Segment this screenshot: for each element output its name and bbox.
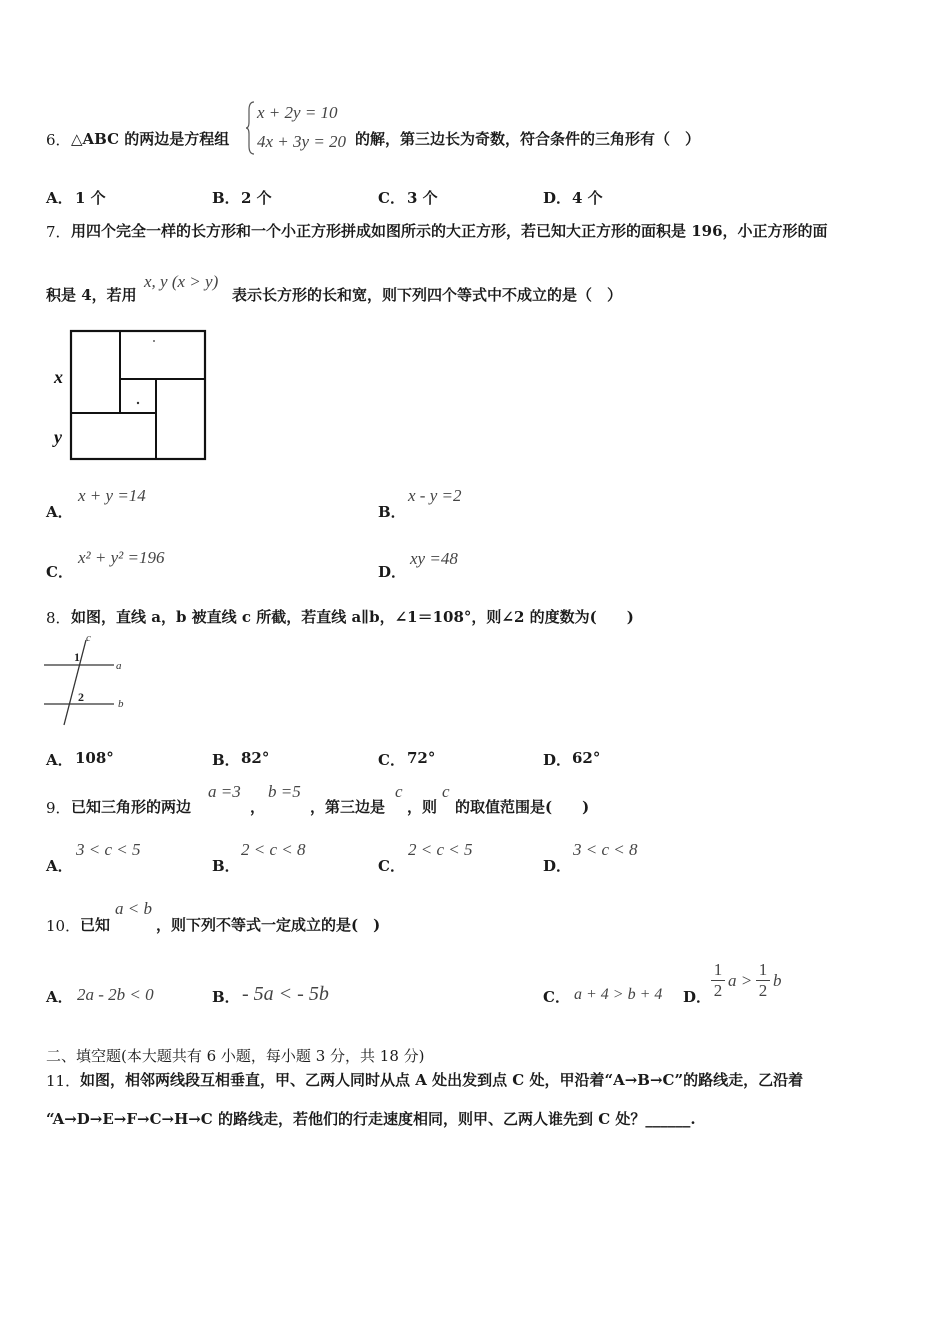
- q10-option-d-end: b: [773, 971, 782, 990]
- q6-option-a-label: A．: [46, 189, 73, 207]
- q9-stem-part4: 的取值范围是( ): [455, 798, 590, 816]
- q8-label-a: a: [116, 660, 122, 672]
- q9-option-c: 2 < c < 5: [408, 840, 473, 859]
- q9-number: 9．: [46, 799, 71, 817]
- q7-option-c-label: C．: [46, 563, 73, 581]
- q9-stem-part2: ，第三边是: [310, 798, 386, 816]
- q7-option-a: x + y =14: [78, 486, 146, 505]
- q6-stem-part2: 的解，第三边长为奇数，符合条件的三角形有（ ）: [355, 130, 701, 148]
- q9-stem-part3: ，则: [407, 798, 438, 816]
- q7-stem-line1: 用四个完全一样的长方形和一个小正方形拼成如图所示的大正方形，若已知大正方形的面积是 196，小正方形的面: [71, 222, 828, 240]
- q10-option-d-middle: a >: [728, 971, 753, 990]
- q8-stem: 如图，直线 a，b 被直线 c 所截，若直线 a∥b，∠1＝108°，则∠2 的度数为( ): [71, 608, 634, 626]
- q10-option-d-frac2-num: 1: [758, 960, 768, 979]
- q6-equation-1: x + 2y = 10: [257, 103, 338, 122]
- q7-option-b: x - y =2: [408, 486, 462, 505]
- q8-label-b: b: [118, 698, 124, 710]
- q9-math-c1: c: [395, 782, 403, 801]
- q11-stem-line1: 如图，相邻两线段互相垂直，甲、乙两人同时从点 A 处出发到点 C 处，甲沿着“A→B→C”的路线走，乙沿着: [80, 1071, 804, 1089]
- q10-option-c-label: C．: [543, 988, 570, 1006]
- q6-stem-part1: △ABC 的两边是方程组: [71, 130, 230, 148]
- q8-label-angle2: 2: [78, 690, 84, 704]
- q7-stem-line2-part2: 表示长方形的长和宽，则下列四个等式中不成立的是（ ）: [232, 286, 623, 304]
- q6-option-c: 3 个: [407, 189, 438, 207]
- q10-option-d-fraction-2: [756, 960, 770, 1001]
- q9-separator: ，: [250, 798, 266, 816]
- q10-stem-part1: 已知: [80, 916, 111, 934]
- q9-math-c2: c: [442, 782, 450, 801]
- q10-option-c: a + 4 > b + 4: [574, 986, 663, 1003]
- q8-option-c-label: C．: [378, 751, 405, 769]
- q11-stem-line2: “A→D→E→F→C→H→C 的路线走，若他们的行走速度相同，则甲、乙两人谁先到 C 处？______.: [46, 1110, 696, 1128]
- q7-stem-line2-part1: 积是 4，若用: [46, 286, 137, 304]
- q6-option-b-label: B．: [212, 189, 240, 207]
- q9-option-a-label: A．: [46, 857, 73, 875]
- q11-number: 11．: [46, 1072, 81, 1090]
- q7-figure-label-x: x: [54, 367, 63, 387]
- q9-math-a: a =3: [208, 782, 241, 801]
- q6-option-b: 2 个: [241, 189, 272, 207]
- q7-math-xy: x, y (x > y): [144, 272, 219, 291]
- q8-option-a: 108°: [75, 749, 114, 767]
- q8-option-d: 62°: [572, 749, 601, 767]
- q8-label-c: c: [86, 632, 91, 644]
- q7-number: 7．: [46, 223, 71, 241]
- q10-option-b-label: B．: [212, 988, 240, 1006]
- q10-stem-part2: ，则下列不等式一定成立的是( ): [156, 916, 381, 934]
- q9-option-a: 3 < c < 5: [76, 840, 141, 859]
- q8-number: 8．: [46, 609, 71, 627]
- q6-equation-2: 4x + 3y = 20: [257, 132, 347, 151]
- q9-option-b: 2 < c < 8: [241, 840, 306, 859]
- q9-option-d-label: D．: [543, 857, 572, 875]
- q6-option-c-label: C．: [378, 189, 405, 207]
- q8-option-a-label: A．: [46, 751, 73, 769]
- q10-option-d-frac2-den: 2: [756, 980, 770, 1001]
- q10-option-d-fraction-1: [711, 960, 725, 1001]
- q7-option-d-label: D．: [378, 563, 407, 581]
- q6-number: 6．: [46, 131, 71, 149]
- q10-option-a-label: A．: [46, 988, 73, 1006]
- q8-figure: [44, 632, 134, 728]
- q7-option-a-label: A．: [46, 503, 73, 521]
- section2-title: 二、填空题(本大题共有 6 小题，每小题 3 分，共 18 分): [46, 1047, 425, 1065]
- q6-system-brace: [246, 100, 256, 156]
- q7-option-b-label: B．: [378, 503, 406, 521]
- q9-option-b-label: B．: [212, 857, 240, 875]
- q8-option-b: 82°: [241, 749, 270, 767]
- q10-math: a < b: [115, 899, 152, 918]
- q6-option-d: 4 个: [572, 189, 603, 207]
- q7-figure-label-y: y: [54, 427, 62, 447]
- q10-option-d-frac1-den: 2: [711, 980, 725, 1001]
- q9-option-d: 3 < c < 8: [573, 840, 638, 859]
- q9-stem-part1: 已知三角形的两边: [71, 798, 192, 816]
- q8-label-angle1: 1: [74, 650, 80, 664]
- q9-math-b: b =5: [268, 782, 301, 801]
- q8-option-b-label: B．: [212, 751, 240, 769]
- q10-option-a: 2a - 2b < 0: [77, 985, 154, 1004]
- q7-option-d: xy =48: [410, 549, 458, 568]
- q10-option-d-frac1-num: 1: [713, 960, 723, 979]
- q6-option-d-label: D．: [543, 189, 572, 207]
- q7-figure: [50, 325, 215, 470]
- q9-option-c-label: C．: [378, 857, 405, 875]
- q10-option-b: - 5a < - 5b: [242, 983, 329, 1005]
- q10-option-d-label: D．: [683, 988, 712, 1006]
- q6-option-a: 1 个: [75, 189, 106, 207]
- q8-option-c: 72°: [407, 749, 436, 767]
- q10-number: 10．: [46, 917, 81, 935]
- q7-option-c: x² + y² =196: [78, 548, 165, 567]
- q8-option-d-label: D．: [543, 751, 572, 769]
